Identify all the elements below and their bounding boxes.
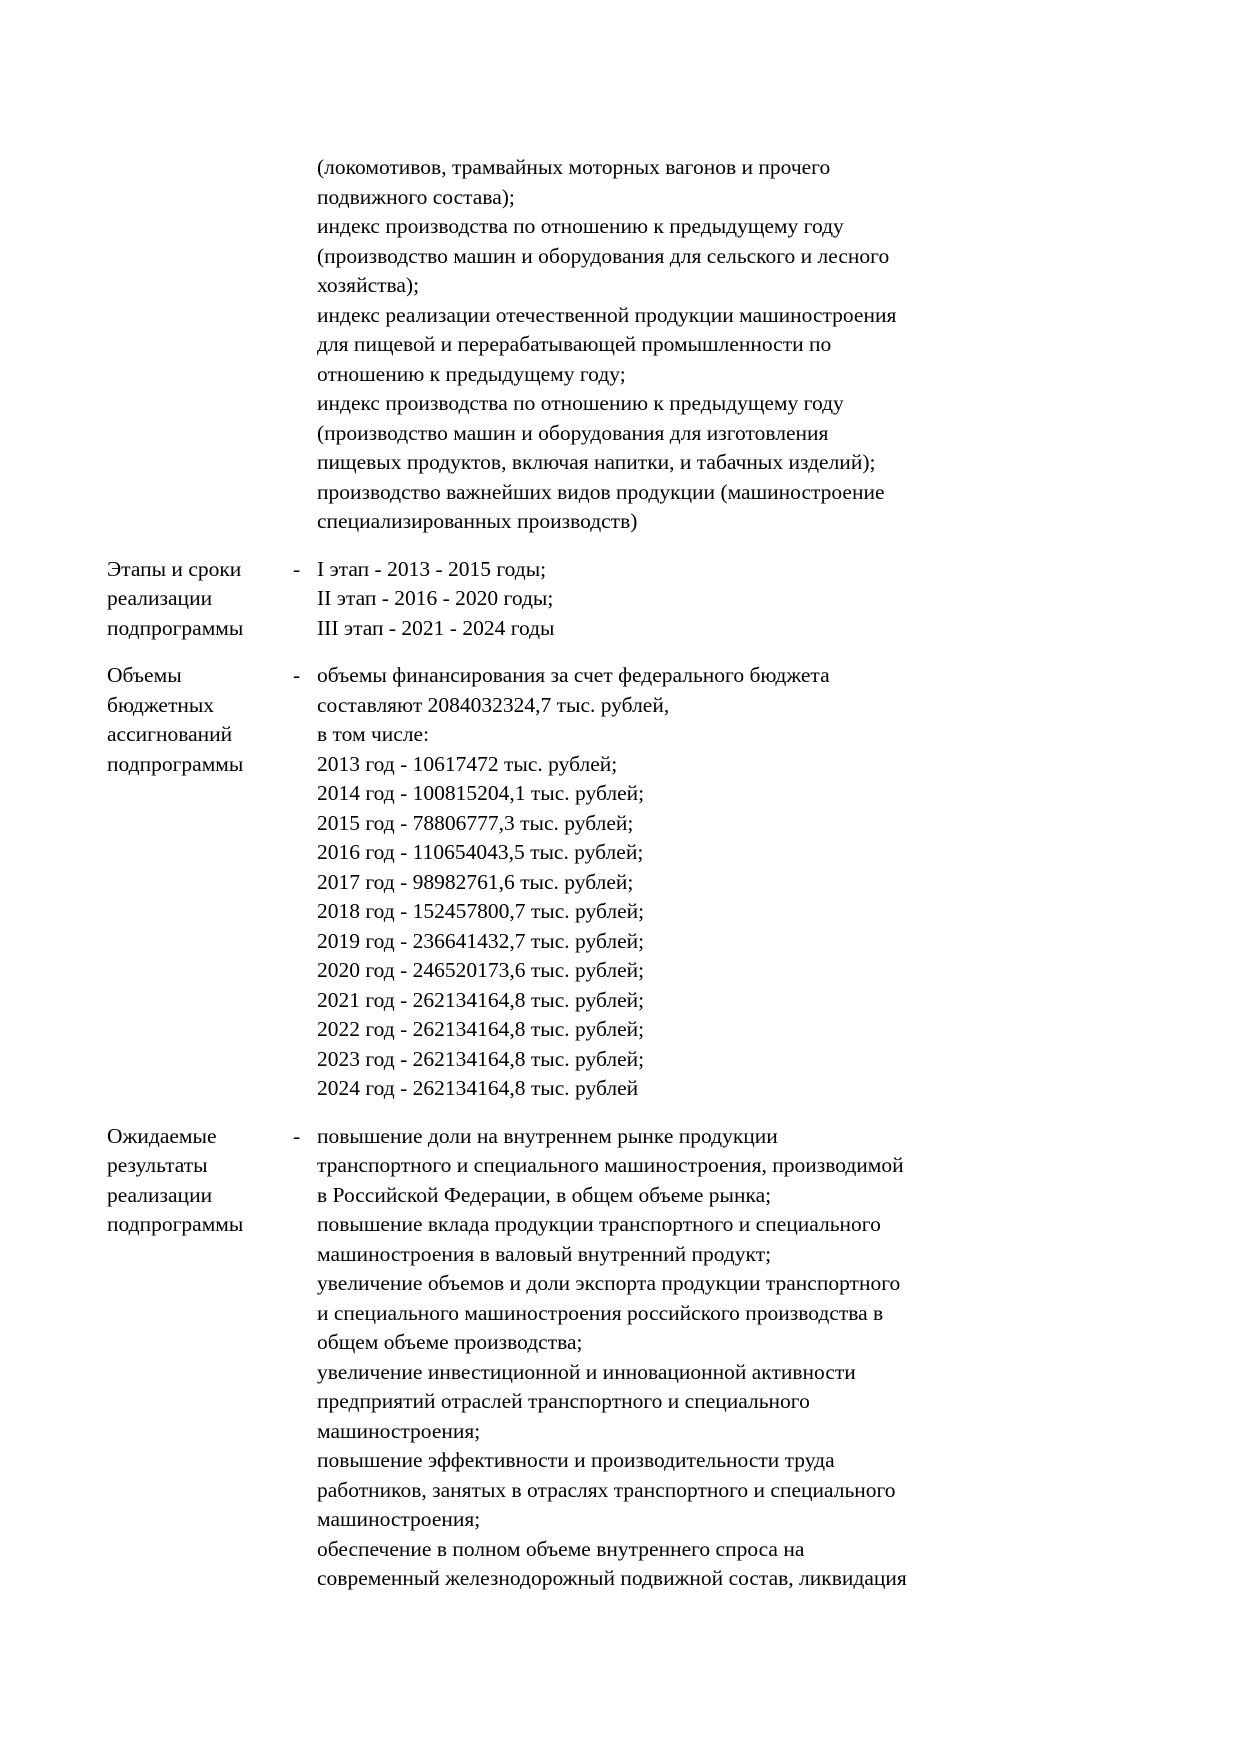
row-content [317, 1122, 977, 1594]
row-dash-separator: - [293, 663, 301, 687]
row-content-line: увеличение инвестиционной и инновационной активности [317, 1359, 856, 1384]
row-label-line: реализации [107, 1182, 213, 1207]
passport-rows [107, 153, 1150, 1594]
row-content-line: составляют 2084032324,7 тыс. рублей, [317, 692, 670, 717]
row-content-line: I этап - 2013 - 2015 годы; [317, 556, 547, 581]
row-content-line: 2022 год - 262134164,8 тыс. рублей; [317, 1017, 645, 1041]
row-content-line: специализированных производств) [317, 509, 638, 533]
row-content-line: современный железнодорожный подвижной состав, ликвидация [317, 1566, 907, 1590]
row-content-line: II этап - 2016 - 2020 годы; [317, 586, 554, 610]
row-content-line: работников, занятых в отраслях транспортного и специального [317, 1477, 896, 1502]
row-content-line: индекс производства по отношению к предыдущему году [317, 391, 844, 415]
row-label [107, 661, 293, 779]
row-content-line: 2016 год - 110654043,5 тыс. рублей; [317, 840, 644, 864]
row-content-line: повышение эффективности и производительности труда [317, 1448, 835, 1472]
row-content-line: производство важнейших видов продукции (машиностроение [317, 479, 885, 504]
row-content-line: в Российской Федерации, в общем объеме рынка; [317, 1182, 772, 1207]
row-content-line: транспортного и специального машиностроения, производимой [317, 1153, 904, 1177]
row-content-line: 2018 год - 152457800,7 тыс. рублей; [317, 899, 645, 923]
row-content-line: индекс производства по отношению к предыдущему году [317, 214, 844, 238]
row-content-line: (производство машин и оборудования для изготовления [317, 420, 829, 445]
row-label-line: ассигнований [107, 722, 233, 746]
row-content-line: (локомотивов, трамвайных моторных вагонов и прочего [317, 155, 831, 179]
row-content-line: машиностроения; [317, 1507, 481, 1531]
row-content-line: III этап - 2021 - 2024 годы [317, 615, 555, 640]
row-content-line: и специального машиностроения российского производства в [317, 1300, 884, 1325]
row-content-line: 2013 год - 10617472 тыс. рублей; [317, 751, 618, 776]
row-content-line: 2019 год - 236641432,7 тыс. рублей; [317, 928, 645, 953]
row-label-line: подпрограммы [107, 1212, 244, 1236]
row-dash-separator: - [293, 1123, 301, 1148]
row-content-line: увеличение объемов и доли экспорта продукции транспортного [317, 1271, 901, 1295]
row-content-line: в том числе: [317, 722, 430, 746]
row-dash-separator: - [293, 556, 301, 581]
row-label-line: подпрограммы [107, 615, 244, 640]
row-content-line: общем объеме производства; [317, 1330, 583, 1354]
row-label-line: Ожидаемые [107, 1123, 217, 1148]
row-content-line: 2021 год - 262134164,8 тыс. рублей; [317, 987, 645, 1012]
row-content [317, 555, 977, 644]
row-label-line: Объемы [107, 663, 182, 687]
row-content-line: машиностроения в валовый внутренний продукт; [317, 1241, 772, 1266]
passport-row-expected-results [107, 1122, 1150, 1594]
row-label-line: результаты [107, 1153, 208, 1177]
row-content-line: 2015 год - 78806777,3 тыс. рублей; [317, 810, 634, 835]
row-label [107, 555, 293, 644]
row-content [317, 153, 977, 537]
row-content-line: (производство машин и оборудования для сельского и лесного [317, 243, 890, 268]
row-content-line: объемы финансирования за счет федерального бюджета [317, 663, 830, 687]
row-label-line: Этапы и сроки [107, 556, 242, 581]
row-label-line: бюджетных [107, 692, 215, 717]
row-content-line: обеспечение в полном объеме внутреннего спроса на [317, 1536, 805, 1561]
row-content-line: 2014 год - 100815204,1 тыс. рублей; [317, 781, 645, 805]
row-content-line: пищевых продуктов, включая напитки, и табачных изделий); [317, 450, 876, 474]
row-content-line: для пищевой и перерабатывающей промышленности по [317, 332, 832, 356]
row-content [317, 661, 977, 1104]
row-content-line: 2024 год - 262134164,8 тыс. рублей [317, 1076, 639, 1100]
row-content-line: повышение вклада продукции транспортного и специального [317, 1212, 881, 1236]
passport-row-budget-allocations [107, 661, 1150, 1104]
row-content-line: предприятий отраслей транспортного и специального [317, 1389, 810, 1413]
passport-row-indicators-continuation [107, 153, 1150, 537]
row-content-line: 2017 год - 98982761,6 тыс. рублей; [317, 869, 634, 894]
row-content-line: отношению к предыдущему году; [317, 361, 626, 386]
row-content-line: повышение доли на внутреннем рынке продукции [317, 1123, 778, 1148]
passport-row-stages-and-terms [107, 555, 1150, 644]
row-content-line: индекс реализации отечественной продукции машиностроения [317, 302, 897, 327]
row-label [107, 1122, 293, 1240]
row-label-line: подпрограммы [107, 751, 244, 776]
row-content-line: хозяйства); [317, 273, 420, 297]
row-label-line: реализации [107, 586, 213, 610]
row-content-line: машиностроения; [317, 1418, 481, 1443]
row-content-line: 2020 год - 246520173,6 тыс. рублей; [317, 958, 645, 982]
row-content-line: 2023 год - 262134164,8 тыс. рублей; [317, 1046, 645, 1071]
row-content-line: подвижного состава); [317, 184, 515, 209]
